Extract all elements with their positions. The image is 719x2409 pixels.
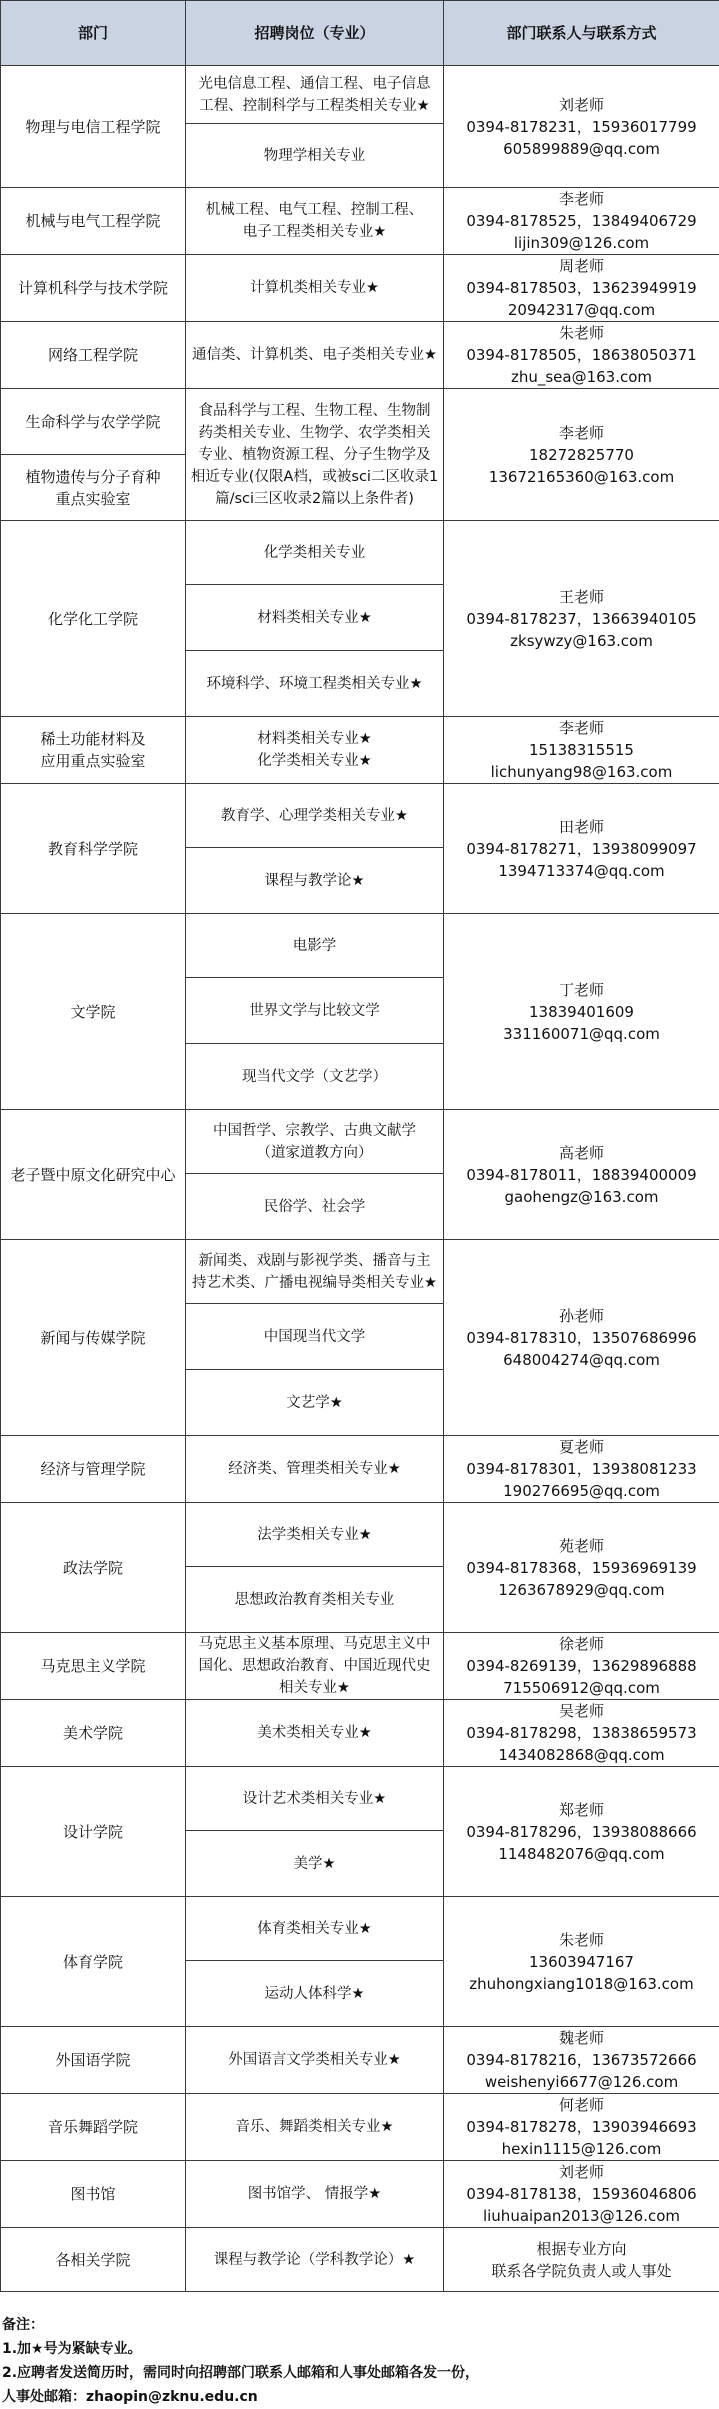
department-cell [1,2161,186,2228]
position-cell [186,124,444,188]
position-cell-line: 设计艺术类相关专业★ [190,1788,439,1810]
table-row [1,2228,719,2292]
table-row [1,1633,719,1700]
table-header-row [1,1,719,66]
contact-cell-line: 0394-8178237，13663940105 [448,608,715,630]
table-row [1,1767,719,1831]
contact-cell-line: 0394-8178301，13938081233 [448,1458,715,1480]
position-cell [186,1174,444,1240]
position-cell [186,322,444,389]
contact-cell-line: zhu_sea@163.com [448,366,715,388]
contact-cell-line: 0394-8178138，15936046806 [448,2183,715,2205]
position-cell-line: 图书馆学、 情报学★ [190,2183,439,2205]
department-cell-line: 生命科学与农学学院 [5,411,181,433]
department-cell-line: 稀土功能材料及 [5,728,181,750]
contact-cell-line: 高老师 [448,1142,715,1164]
position-cell-line: 电影学 [190,935,439,957]
position-cell-line: 计算机类相关专业★ [190,277,439,299]
table-row [1,784,719,848]
contact-cell-line: 13839401609 [448,1001,715,1023]
contact-cell-line: 0394-8178296，13938088666 [448,1821,715,1843]
position-cell-line: 药类相关专业、生物学、农学类相关 [190,422,439,444]
department-cell [1,914,186,1110]
contact-cell-line: 李老师 [448,717,715,739]
notes-title: 备注： [2,2313,717,2337]
contact-cell-line: 李老师 [448,422,715,444]
position-cell [186,521,444,585]
department-cell-line: 政法学院 [5,1557,181,1579]
position-cell [186,914,444,978]
contact-cell [444,1700,719,1767]
contact-cell [444,784,719,914]
contact-cell-line: 0394-8269139，13629896888 [448,1655,715,1677]
position-cell-line: 现当代文学（文艺学） [190,1066,439,1088]
department-cell-line: 植物遗传与分子育种 [5,466,181,488]
contact-cell-line: zhuhongxiang1018@163.com [448,1973,715,1995]
position-cell-line: 相近专业(仅限A档，或被sci二区收录1 [190,466,439,488]
position-cell-line: 法学类相关专业★ [190,1524,439,1546]
contact-cell-line: 331160071@qq.com [448,1023,715,1045]
table-row [1,2027,719,2094]
position-cell-line: 中国哲学、宗教学、古典文献学 [190,1120,439,1142]
table-row [1,521,719,585]
contact-cell-line: 根据专业方向 [448,2238,715,2260]
position-cell [186,1633,444,1700]
contact-cell-line: 丁老师 [448,979,715,1001]
table-body [1,66,719,2292]
notes-line-1: 1.加★号为紧缺专业。 [2,2337,717,2361]
contact-cell [444,2161,719,2228]
contact-cell [444,521,719,717]
department-cell [1,1436,186,1503]
position-cell-line: 专业、植物资源工程、分子生物学及 [190,444,439,466]
position-cell [186,2161,444,2228]
contact-cell [444,2027,719,2094]
contact-cell-line: 1263678929@qq.com [448,1579,715,1601]
position-cell-line: 电子工程类相关专业★ [190,221,439,243]
department-cell-line: 经济与管理学院 [5,1458,181,1480]
contact-cell-line: 夏老师 [448,1436,715,1458]
contact-cell-line: 刘老师 [448,2161,715,2183]
contact-cell [444,1436,719,1503]
contact-cell-line: 田老师 [448,816,715,838]
position-cell-line: 民俗学、社会学 [190,1196,439,1218]
position-cell-line: 篇/sci三区收录2篇以上条件者) [190,488,439,510]
contact-cell-line: 郑老师 [448,1799,715,1821]
table-row [1,2094,719,2161]
contact-cell-line: 联系各学院负责人或人事处 [448,2260,715,2282]
position-cell [186,389,444,521]
position-cell [186,1503,444,1567]
contact-cell-line: 0394-8178271，13938099097 [448,838,715,860]
table-row [1,1503,719,1567]
position-cell-line: 马克思主义基本原理、马克思主义中 [190,1633,439,1655]
header-position: 招聘岗位（专业） [186,1,444,66]
contact-cell [444,1767,719,1897]
position-cell [186,1700,444,1767]
contact-cell-line: zksywzy@163.com [448,630,715,652]
table-row [1,1897,719,1961]
contact-cell-line: 李老师 [448,188,715,210]
position-cell [186,585,444,651]
table-row [1,1240,719,1304]
contact-cell-line: 0394-8178298，13838659573 [448,1722,715,1744]
department-cell-line: 计算机科学与技术学院 [5,277,181,299]
contact-cell-line: 0394-8178525，13849406729 [448,210,715,232]
contact-cell [444,1897,719,2027]
contact-cell-line: 0394-8178505，18638050371 [448,344,715,366]
contact-cell-line: 18272825770 [448,444,715,466]
contact-cell-line: 王老师 [448,586,715,608]
contact-cell-line: hexin1115@126.com [448,2138,715,2160]
department-cell-line: 各相关学院 [5,2249,181,2271]
position-cell [186,1304,444,1370]
position-cell-line: 食品科学与工程、生物工程、生物制 [190,400,439,422]
contact-cell-line: lijin309@126.com [448,232,715,254]
table-row [1,717,719,784]
position-cell-line: 思想政治教育类相关专业 [190,1589,439,1611]
position-cell [186,1370,444,1436]
contact-cell-line: 1394713374@qq.com [448,860,715,882]
contact-cell [444,1503,719,1633]
contact-cell-line: 0394-8178503，13623949919 [448,277,715,299]
contact-cell [444,1110,719,1240]
position-cell-line: 经济类、管理类相关专业★ [190,1458,439,1480]
position-cell [186,66,444,124]
department-cell [1,1110,186,1240]
position-cell-line: 材料类相关专业★ [190,607,439,629]
position-cell [186,848,444,914]
contact-cell-line: 0394-8178368，15936969139 [448,1557,715,1579]
table-row [1,1700,719,1767]
position-cell-line: 相关专业★ [190,1677,439,1699]
contact-cell-line: 15138315515 [448,739,715,761]
contact-cell [444,322,719,389]
contact-cell [444,389,719,521]
position-cell [186,1567,444,1633]
department-cell [1,2228,186,2292]
department-cell [1,784,186,914]
department-cell [1,1700,186,1767]
position-cell-line: 物理学相关专业 [190,145,439,167]
department-cell-line: 图书馆 [5,2183,181,2205]
contact-cell-line: 吴老师 [448,1700,715,1722]
contact-cell-line: 周老师 [448,255,715,277]
contact-cell-line: 刘老师 [448,94,715,116]
contact-cell-line: 1434082868@qq.com [448,1744,715,1766]
position-cell [186,1240,444,1304]
position-cell [186,2027,444,2094]
position-cell-line: 化学类相关专业 [190,542,439,564]
contact-cell-line: 605899889@qq.com [448,138,715,160]
position-cell-line: 光电信息工程、通信工程、电子信息 [190,73,439,95]
department-cell-line: 新闻与传媒学院 [5,1327,181,1349]
contact-cell [444,717,719,784]
position-cell-line: 机械工程、电气工程、控制工程、 [190,199,439,221]
contact-cell-line: 0394-8178231，15936017799 [448,116,715,138]
contact-cell-line: liuhuaipan2013@126.com [448,2205,715,2227]
department-cell-line: 化学化工学院 [5,608,181,630]
position-cell-line: 文艺学★ [190,1392,439,1414]
contact-cell-line: 苑老师 [448,1535,715,1557]
position-cell-line: 美术类相关专业★ [190,1722,439,1744]
position-cell-line: 美学★ [190,1853,439,1875]
department-cell [1,1503,186,1633]
position-cell [186,717,444,784]
table-row [1,389,719,455]
table-row [1,1110,719,1174]
department-cell [1,2094,186,2161]
contact-cell-line: lichunyang98@163.com [448,761,715,783]
department-cell-line: 设计学院 [5,1821,181,1843]
position-cell-line: 持艺术类、广播电视编导类相关专业★ [190,1272,439,1294]
position-cell [186,1767,444,1831]
position-cell [186,1110,444,1174]
position-cell-line: 外国语言文学类相关专业★ [190,2049,439,2071]
contact-cell [444,255,719,322]
position-cell-line: （道家道教方向） [190,1142,439,1164]
header-contact: 部门联系人与联系方式 [444,1,719,66]
table-row [1,255,719,322]
position-cell-line: 课程与教学论★ [190,870,439,892]
contact-cell [444,1240,719,1436]
notes-block [2,2313,717,2409]
contact-cell-line: 1148482076@qq.com [448,1843,715,1865]
department-cell-line: 文学院 [5,1001,181,1023]
contact-cell [444,66,719,188]
position-cell-line: 材料类相关专业★ [190,728,439,750]
department-cell [1,188,186,255]
department-cell [1,1633,186,1700]
position-cell [186,1897,444,1961]
department-cell [1,1240,186,1436]
contact-cell-line: 13603947167 [448,1951,715,1973]
department-cell-line: 应用重点实验室 [5,750,181,772]
position-cell-line: 运动人体科学★ [190,1983,439,2005]
department-cell-line: 马克思主义学院 [5,1655,181,1677]
contact-cell [444,1633,719,1700]
contact-cell-line: 0394-8178310，13507686996 [448,1327,715,1349]
position-cell-line: 国化、思想政治教育、中国近现代史 [190,1655,439,1677]
position-cell-line: 化学类相关专业★ [190,750,439,772]
position-cell [186,1831,444,1897]
contact-cell-line: weishenyi6677@126.com [448,2071,715,2093]
contact-cell-line: gaohengz@163.com [448,1186,715,1208]
position-cell-line: 世界文学与比较文学 [190,1000,439,1022]
table-row [1,322,719,389]
position-cell [186,2094,444,2161]
contact-cell-line: 魏老师 [448,2027,715,2049]
table-row [1,2161,719,2228]
table-row [1,914,719,978]
position-cell [186,255,444,322]
department-cell-line: 美术学院 [5,1722,181,1744]
department-cell-line: 教育科学学院 [5,838,181,860]
contact-cell-line: 13672165360@163.com [448,466,715,488]
contact-cell-line: 20942317@qq.com [448,299,715,321]
department-cell-line: 老子暨中原文化研究中心 [5,1164,181,1186]
department-cell-line: 机械与电气工程学院 [5,210,181,232]
contact-cell-line: 190276695@qq.com [448,1480,715,1502]
position-cell [186,978,444,1044]
position-cell-line: 工程、控制科学与工程类相关专业★ [190,95,439,117]
header-department: 部门 [1,1,186,66]
department-cell [1,66,186,188]
position-cell [186,1961,444,2027]
department-cell [1,2027,186,2094]
contact-cell-line: 朱老师 [448,1929,715,1951]
department-cell [1,521,186,717]
position-cell-line: 新闻类、戏剧与影视学类、播音与主 [190,1250,439,1272]
department-cell [1,255,186,322]
contact-cell [444,914,719,1110]
contact-cell-line: 715506912@qq.com [448,1677,715,1699]
contact-cell [444,2094,719,2161]
table-row [1,188,719,255]
contact-cell-line: 何老师 [448,2094,715,2116]
contact-cell-line: 孙老师 [448,1305,715,1327]
contact-cell-line: 0394-8178011，18839400009 [448,1164,715,1186]
position-cell [186,2228,444,2292]
department-cell [1,717,186,784]
department-cell-line: 外国语学院 [5,2049,181,2071]
position-cell [186,1044,444,1110]
department-cell-line: 重点实验室 [5,488,181,510]
contact-cell-line: 648004274@qq.com [448,1349,715,1371]
contact-cell [444,188,719,255]
position-cell-line: 通信类、计算机类、电子类相关专业★ [190,344,439,366]
position-cell [186,188,444,255]
contact-cell [444,2228,719,2292]
contact-cell-line: 0394-8178278，13903946693 [448,2116,715,2138]
department-cell [1,389,186,455]
position-cell-line: 教育学、心理学类相关专业★ [190,805,439,827]
contact-cell-line: 朱老师 [448,322,715,344]
notes-email-line[interactable]: 人事处邮箱：zhaopin@zknu.edu.cn [2,2385,717,2409]
department-cell-line: 体育学院 [5,1951,181,1973]
department-cell [1,455,186,521]
position-cell-line: 体育类相关专业★ [190,1918,439,1940]
department-cell-line: 音乐舞蹈学院 [5,2116,181,2138]
notes-line-2: 2.应聘者发送简历时，需同时向招聘部门联系人邮箱和人事处邮箱各发一份， [2,2361,717,2385]
position-cell [186,651,444,717]
department-cell-line: 物理与电信工程学院 [5,116,181,138]
position-cell-line: 音乐、舞蹈类相关专业★ [190,2116,439,2138]
department-cell [1,1897,186,2027]
contact-cell-line: 0394-8178216，13673572666 [448,2049,715,2071]
position-cell-line: 环境科学、环境工程类相关专业★ [190,673,439,695]
department-cell [1,322,186,389]
department-cell [1,1767,186,1897]
position-cell [186,1436,444,1503]
position-cell-line: 中国现当代文学 [190,1326,439,1348]
department-cell-line: 网络工程学院 [5,344,181,366]
table-row [1,1436,719,1503]
position-cell [186,784,444,848]
contact-cell-line: 徐老师 [448,1633,715,1655]
table-row [1,66,719,124]
position-cell-line: 课程与教学论（学科教学论）★ [190,2249,439,2271]
